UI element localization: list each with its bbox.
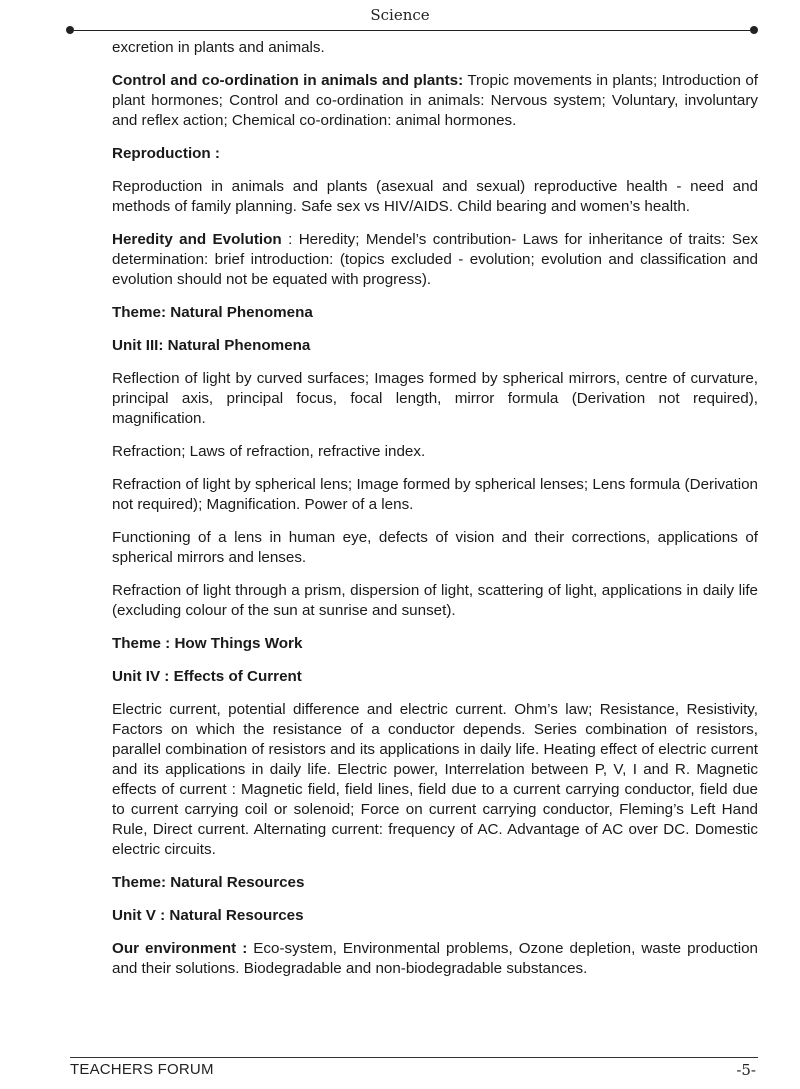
heading-theme-natural-phenomena: Theme: Natural Phenomena bbox=[112, 304, 313, 321]
paragraph-text: Eco-system, Environmental problems, Ozone depletion, waste production and their solutions. Biodegradable and non-biodegradable substances. bbox=[112, 940, 758, 977]
paragraph-control-coordination bbox=[112, 71, 758, 131]
paragraph-human-eye: Functioning of a lens in human eye, defects of vision and their corrections, applications of spherical mirrors and lenses. bbox=[112, 529, 758, 566]
heading-unit-3: Unit III: Natural Phenomena bbox=[112, 337, 311, 354]
inline-heading-our-environment: Our environment : bbox=[112, 940, 248, 957]
paragraph-text: : Heredity; Mendel’s contribution- Laws for inheritance of traits: Sex determination: brief introduction: (topics excluded - evolution; evolution and classification and evolution should not be equated with progress). bbox=[112, 231, 758, 288]
paragraph-text: Tropic movements in plants; Introduction of plant hormones; Control and co-ordination in animals: Nervous system; Voluntary, involuntary and reflex action; Chemical co-ordination: animal hormones. bbox=[112, 72, 758, 129]
heading-unit-5: Unit V : Natural Resources bbox=[112, 907, 304, 924]
paragraph-reproduction: Reproduction in animals and plants (asexual and sexual) reproductive health - need and methods of family planning. Safe sex vs HIV/AIDS. Child bearing and women’s health. bbox=[112, 178, 758, 215]
paragraph-reflection: Reflection of light by curved surfaces; Images formed by spherical mirrors, centre of curvature, principal axis, principal focus, focal length, mirror formula (Derivation not required), magnification. bbox=[112, 370, 758, 427]
paragraph-excretion: excretion in plants and animals. bbox=[112, 39, 325, 56]
paragraph-prism: Refraction of light through a prism, dispersion of light, scattering of light, applications in daily life (excluding colour of the sun at sunrise and sunset). bbox=[112, 582, 758, 619]
heading-unit-4: Unit IV : Effects of Current bbox=[112, 668, 302, 685]
page-content bbox=[112, 38, 758, 992]
footer-page-number: -5- bbox=[736, 1061, 756, 1079]
heading-theme-natural-resources: Theme: Natural Resources bbox=[112, 874, 305, 891]
running-header-title: Science bbox=[370, 6, 430, 24]
header-rule bbox=[70, 30, 754, 31]
paragraph-our-environment bbox=[112, 939, 758, 979]
paragraph-heredity-evolution bbox=[112, 230, 758, 290]
inline-heading-heredity-evolution: Heredity and Evolution bbox=[112, 231, 282, 248]
heading-reproduction: Reproduction : bbox=[112, 145, 220, 162]
inline-heading-control-coordination: Control and co-ordination in animals and plants: bbox=[112, 72, 464, 89]
heading-theme-how-things-work: Theme : How Things Work bbox=[112, 635, 303, 652]
header-rule-right-dot bbox=[750, 26, 758, 34]
paragraph-refraction: Refraction; Laws of refraction, refractive index. bbox=[112, 443, 426, 460]
paragraph-electric-current: Electric current, potential difference and electric current. Ohm’s law; Resistance, Resistivity, Factors on which the resistance of a conductor depends. Series combination of resistors, parallel combination of resistors and its applications in daily life. Heating effect of electric current and its applications in daily life. Electric power, Interrelation between P, V, I and R. Magnetic effects of current : Magnetic field, field lines, field due to a current carrying conductor, field due to current carrying coil or solenoid; Force on current carrying conductor, Fleming’s Left Hand Rule, Direct current. Alternating current: frequency of AC. Advantage of AC over DC. Domestic electric circuits. bbox=[112, 701, 758, 858]
paragraph-spherical-lens: Refraction of light by spherical lens; Image formed by spherical lenses; Lens formula (Derivation not required); Magnification. Power of a lens. bbox=[112, 476, 758, 513]
footer-rule bbox=[70, 1057, 758, 1058]
footer-publication-name: TEACHERS FORUM bbox=[70, 1061, 214, 1078]
